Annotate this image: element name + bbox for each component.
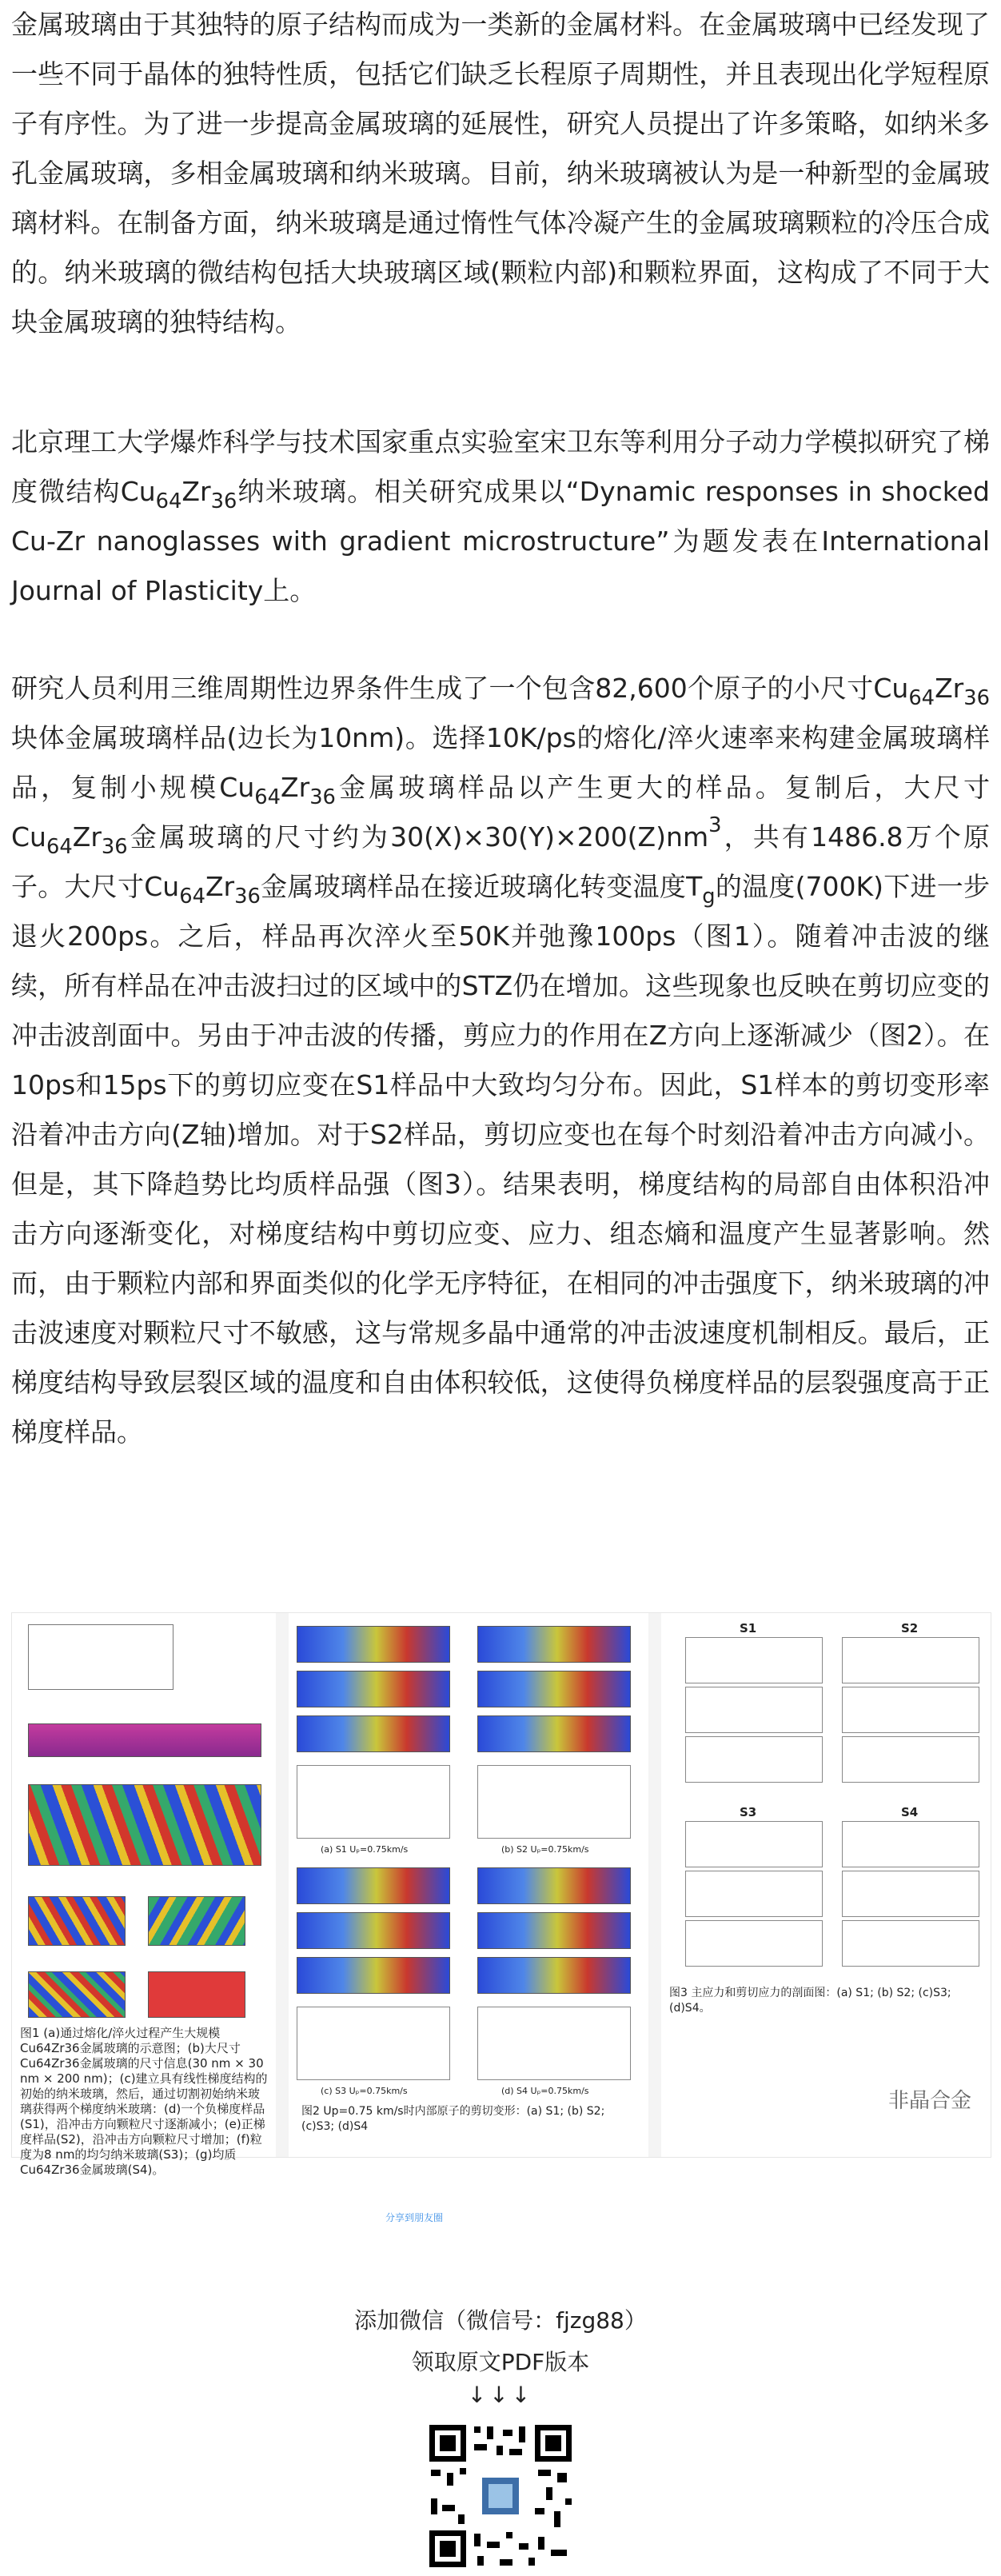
p3-s1: 64 (908, 686, 935, 710)
fig2-slab-c1 (297, 1867, 450, 1904)
p3-h: ，共有1486.8万个原子。大尺寸Cu (11, 821, 991, 902)
qr-code-image (426, 2422, 575, 2570)
fig2-plot-c (297, 2007, 450, 2080)
fig3-plot-s2-2 (842, 1687, 979, 1733)
paragraph-method-results (11, 664, 990, 1457)
p3-s7: 64 (179, 885, 205, 909)
fig2-slab-c2 (297, 1912, 450, 1949)
fig3-plot-s3-2 (685, 1871, 823, 1917)
fig1-slab-c (28, 1784, 261, 1866)
figure-3-caption: 图3 主应力和剪切应力的剖面图：(a) S1; (b) S2; (c)S3; (d)S4。 (669, 1987, 951, 2015)
fig3-plot-s1-2 (685, 1687, 823, 1733)
p2-sub-1: 64 (155, 489, 182, 513)
fig2-slab-b2 (477, 1671, 631, 1707)
fig3-plot-s4-3 (842, 1920, 979, 1967)
p3-s9: g (702, 885, 716, 909)
figure-1-panel (12, 1613, 276, 2177)
p2-text-b: Zr (181, 476, 211, 507)
p3-e: 金属玻璃样品以产生更大的样品。复制后，大尺寸Cu (11, 772, 990, 853)
fig2-slab-c3 (297, 1957, 450, 1994)
fig2-slab-a3 (297, 1715, 450, 1752)
p3-s6: 36 (101, 835, 128, 859)
figure-2-panel (289, 1613, 648, 2157)
p3-s3: 64 (254, 785, 281, 809)
fig3-plot-s2-3 (842, 1736, 979, 1783)
fig3-plot-s1-3 (685, 1736, 823, 1783)
figure-1-caption: 图1 (a)通过熔化/淬火过程产生大规模Cu64Zr36金属玻璃的示意图；(b)大尺寸Cu64Zr36金属玻璃的尺寸信息(30 nm × 30 nm × 200 nm)；(c)建立具有线性梯度结构的初始的纳米玻璃，然后，通过切割初始纳米玻璃获得两个梯度纳米玻璃：(d)一个负梯度样品(S1)，沿冲击方向颗粒尺寸逐渐减小；(e)正梯度样品(S2)，沿冲击方向颗粒尺寸增加；(f)粒度为8 nm的均匀纳米玻璃(S3)；(g)均质Cu64Zr36金属玻璃(S4)。 (20, 2026, 268, 2177)
fig3-label-s1: S1 (740, 1621, 757, 1635)
p3-j: 金属玻璃样品在接近玻璃化转变温度T (260, 871, 703, 902)
pdf-line: 领取原文PDF版本 (411, 2349, 590, 2375)
watermark-text: 非晶合金 (887, 2089, 971, 2113)
p3-s8: 36 (234, 885, 261, 909)
p3-a: 研究人员利用三维周期性边界条件生成了一个包含82,600个原子的小尺寸Cu (11, 673, 909, 704)
fig3-plot-s2-1 (842, 1637, 979, 1683)
figure-composite (11, 1612, 991, 2177)
p3-k: 的温度(700K)下进一步退火200ps。之后，样品再次淬火至50K并弛豫100ps（图1）。随着冲击波的继续，所有样品在冲击波扫过的区域中的STZ仍在增加。这些现象也反映在剪切应变的冲击波剖面中。另由于冲击波的传播，剪应力的作用在Z方向上逐渐减少（图2）。在10ps和15ps下的剪切应变在S1样品中大致均匀分布。因此，S1样本的剪切变形率沿着冲击方向(Z轴)增加。对于S2样品，剪切应变也在每个时刻沿着冲击方向减小。但是，其下降趋势比均质样品强（图3）。结果表明，梯度结构的局部自由体积沿冲击方向逐渐变化，对梯度结构中剪切应变、应力、组态熵和温度产生显著影响。然而，由于颗粒内部和界面类似的化学无序特征，在相同的冲击强度下，纳米玻璃的冲击波速度对颗粒尺寸不敏感，这与常规多晶中通常的冲击波速度机制相反。最后，正梯度结构导致层裂区域的温度和自由体积较低，这使得负梯度样品的层裂强度高于正梯度样品。 (11, 871, 990, 1448)
fig2-plot-a (297, 1765, 450, 1839)
fig2-slab-d2 (477, 1912, 631, 1949)
p3-d: Zr (281, 772, 310, 803)
p2-text-c: 纳米玻璃。相关研究成果以“Dynamic responses in shocked Cu-Zr nanoglasses with gradient microstructure”为题发表在International Journal of Plasticity上。 (11, 476, 990, 606)
fig1-slab-b (28, 1723, 261, 1757)
fig1-schematic-chart (28, 1624, 173, 1690)
fig2-slab-d3 (477, 1957, 631, 1994)
figure-2-caption: 图2 Up=0.75 km/s时内部原子的剪切变形：(a) S1; (b) S2; (c)S3; (d)S4 (301, 2105, 605, 2133)
fig2-slab-a1 (297, 1626, 450, 1663)
fig3-label-s4: S4 (901, 1805, 919, 1819)
fig2-slab-a2 (297, 1671, 450, 1707)
p2-text-a: 北京理工大学爆炸科学与技术国家重点实验室宋卫东等利用分子动力学模拟研究了梯度微结构Cu (11, 426, 990, 507)
fig3-plot-s3-3 (685, 1920, 823, 1967)
fig1-slab-e (148, 1896, 245, 1946)
fig2-sub-d: (d) S4 Uₚ=0.75km/s (501, 2086, 589, 2096)
fig2-slab-b3 (477, 1715, 631, 1752)
p2-sub-2: 36 (210, 489, 237, 513)
p3-s4: 36 (309, 785, 336, 809)
p3-sup: 3 (708, 813, 722, 837)
p3-g: 金属玻璃的尺寸约为30(X)×30(Y)×200(Z)nm (127, 821, 709, 853)
fig3-plot-s3-1 (685, 1821, 823, 1867)
fig2-plot-b (477, 1765, 631, 1839)
paragraph-research-team (11, 417, 990, 616)
fig2-sub-b: (b) S2 Uₚ=0.75km/s (501, 1844, 589, 1855)
fig2-sub-c: (c) S3 Uₚ=0.75km/s (321, 2086, 408, 2096)
p3-f: Zr (72, 821, 102, 853)
paragraph-intro: 金属玻璃由于其独特的原子结构而成为一类新的金属材料。在金属玻璃中已经发现了一些不同于晶体的独特性质，包括它们缺乏长程原子周期性，并且表现出化学短程原子有序性。为了进一步提高金属玻璃的延展性，研究人员提出了许多策略，如纳米多孔金属玻璃，多相金属玻璃和纳米玻璃。目前，纳米玻璃被认为是一种新型的金属玻璃材料。在制备方面，纳米玻璃是通过惰性气体冷凝产生的金属玻璃颗粒的冷压合成的。纳米玻璃的微结构包括大块玻璃区域(颗粒内部)和颗粒界面，这构成了不同于大块金属玻璃的独特结构。 (11, 9, 990, 337)
fig2-plot-d (477, 2007, 631, 2080)
fig1-slab-f (28, 1971, 126, 2018)
qr-code-icon (426, 2422, 575, 2570)
share-tag[interactable]: 分享到朋友圈 (385, 2212, 444, 2223)
fig3-plot-s4-2 (842, 1871, 979, 1917)
fig2-sub-a: (a) S1 Uₚ=0.75km/s (321, 1844, 409, 1855)
fig2-slab-d1 (477, 1867, 631, 1904)
p3-i: Zr (205, 871, 235, 902)
figure-3-panel (661, 1613, 991, 2157)
arrows-line: ↓↓↓ (467, 2382, 534, 2408)
p3-s2: 36 (963, 686, 990, 710)
fig3-label-s3: S3 (740, 1805, 757, 1819)
p3-b: Zr (935, 673, 964, 704)
fig3-plot-s1-1 (685, 1637, 823, 1683)
p3-c: 块体金属玻璃样品(边长为10nm)。选择10K/ps的熔化/淬火速率来构建金属玻璃样品，复制小规模Cu (11, 722, 990, 803)
fig3-label-s2: S2 (901, 1621, 919, 1635)
fig3-plot-s4-1 (842, 1821, 979, 1867)
fig1-slab-g (148, 1971, 245, 2018)
wechat-line: 添加微信（微信号：fjzg88） (354, 2307, 647, 2334)
p3-s5: 64 (46, 835, 73, 859)
fig1-slab-d (28, 1896, 126, 1946)
fig2-slab-b1 (477, 1626, 631, 1663)
